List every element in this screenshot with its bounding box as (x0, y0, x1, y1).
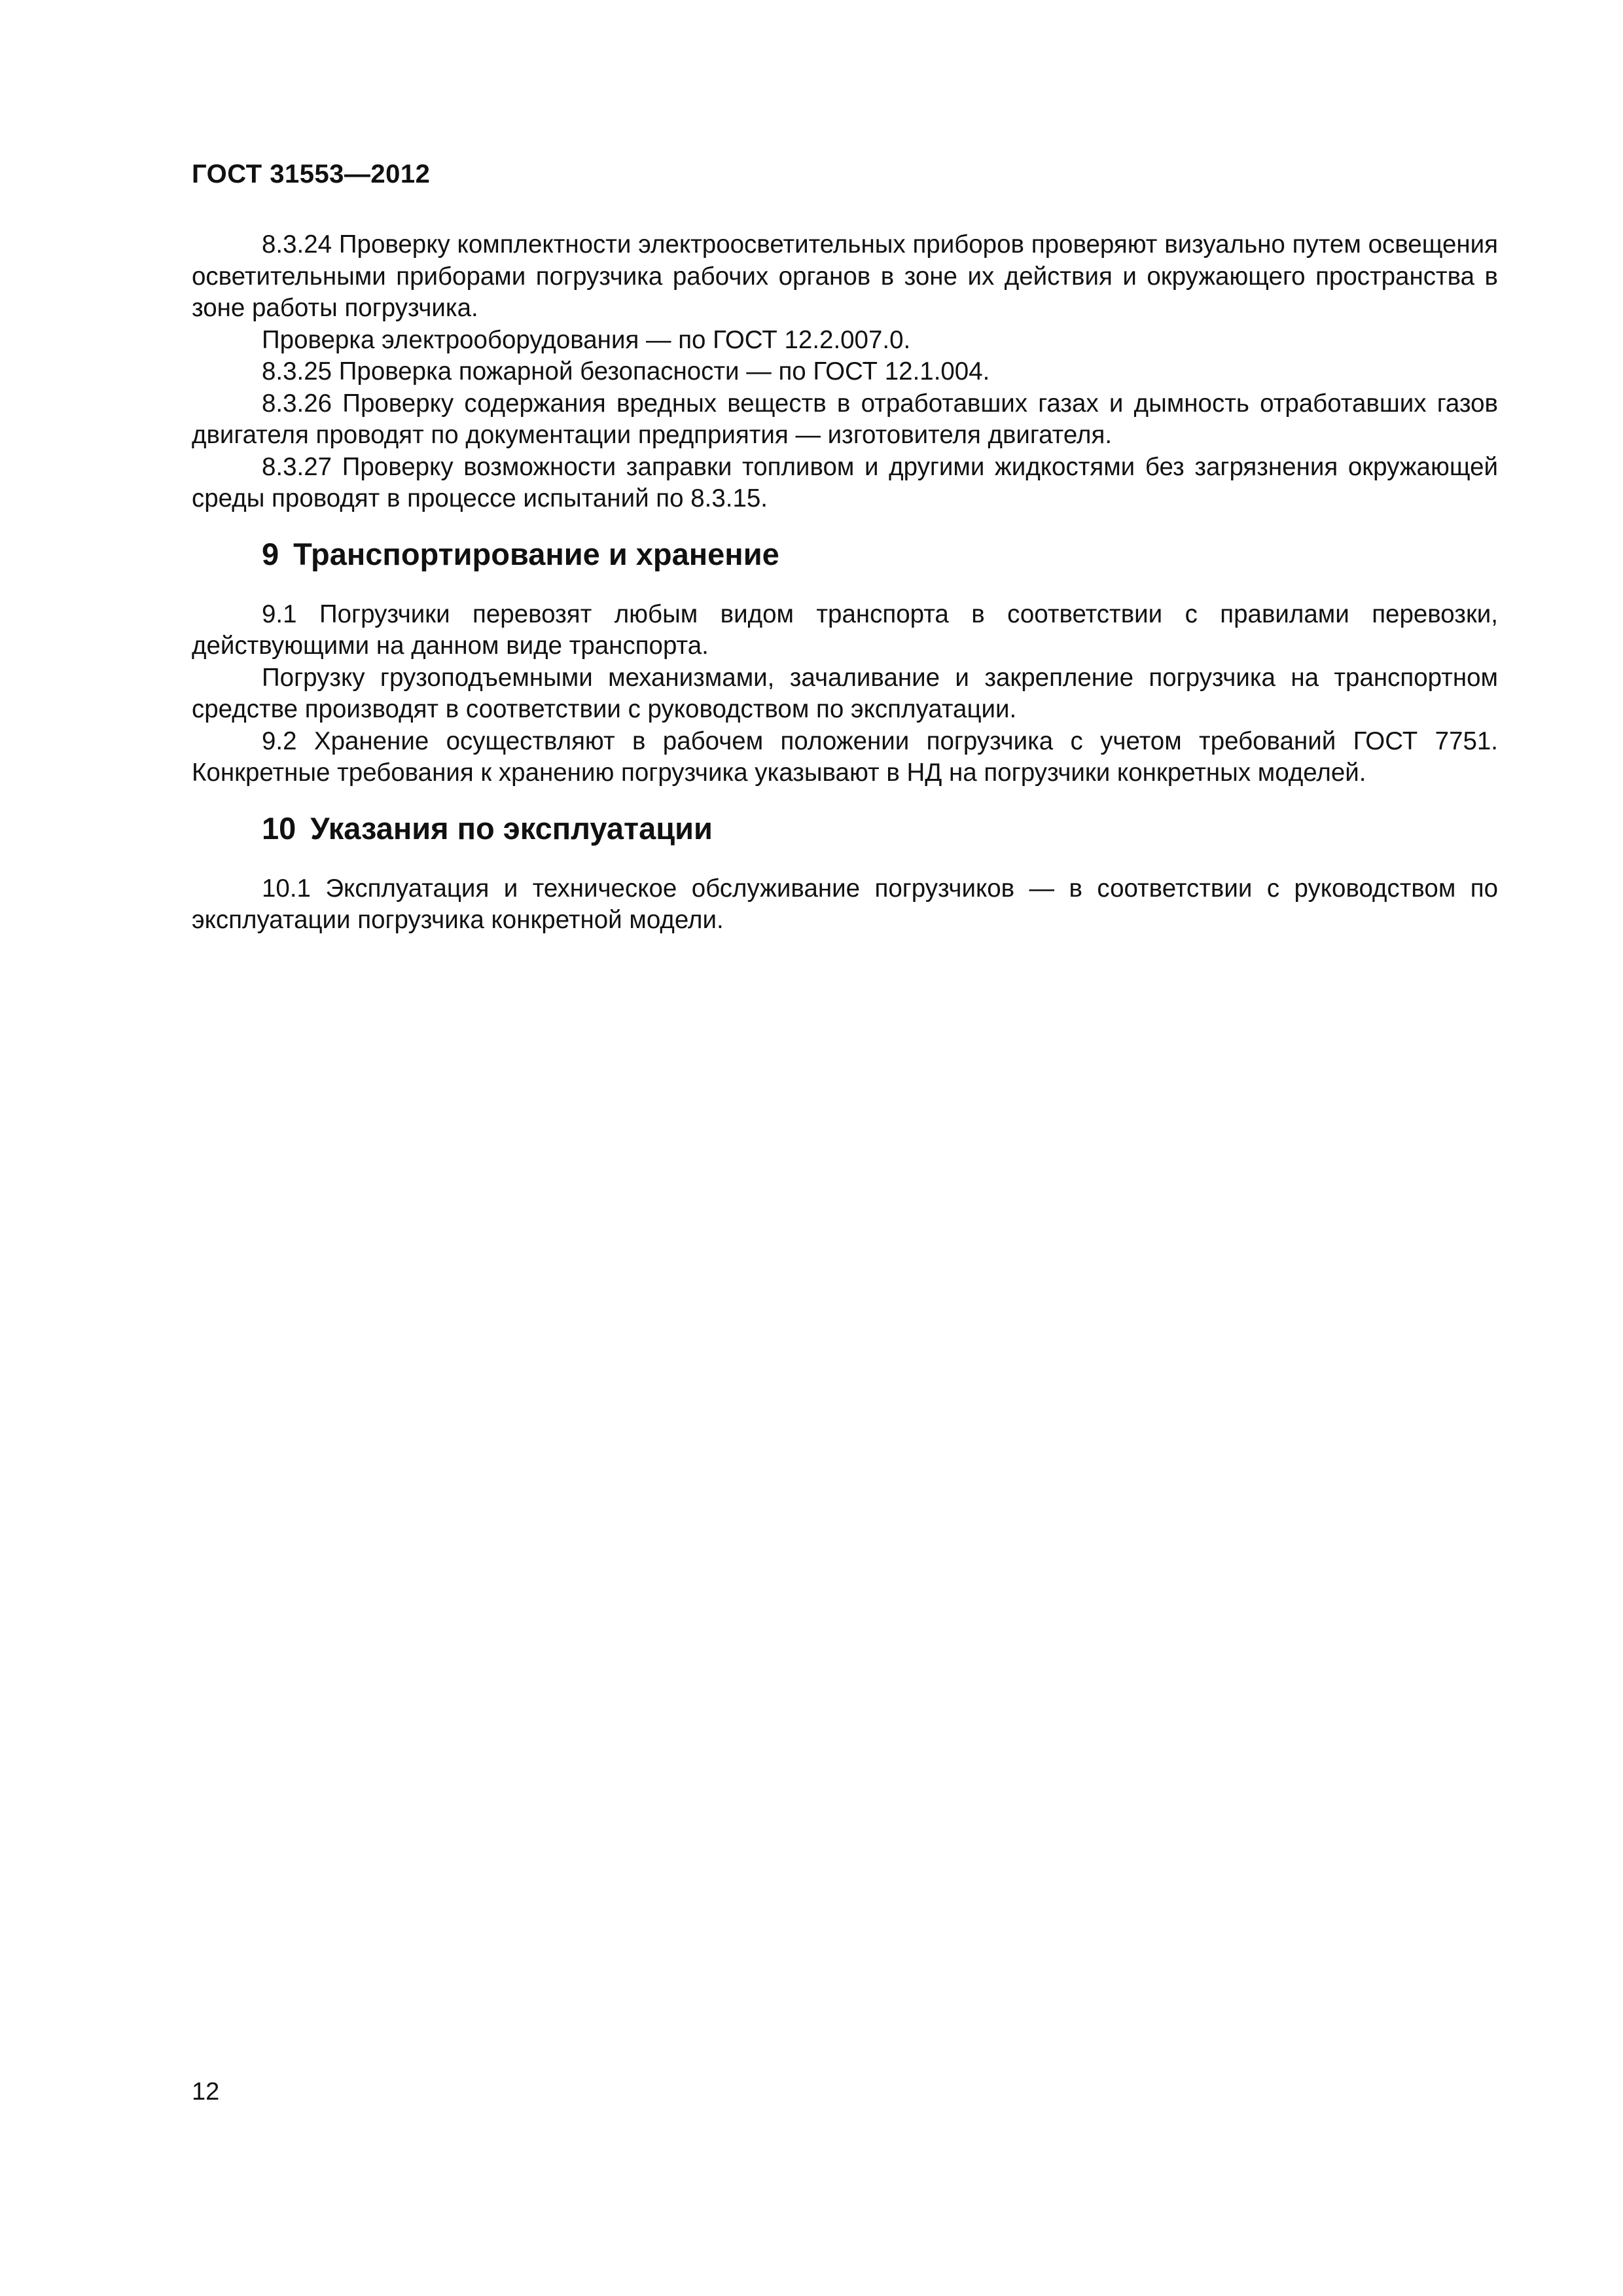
section-9-number: 9 (262, 536, 279, 571)
section-10-title: Указания по эксплуатации (310, 810, 713, 846)
section-9-heading (192, 536, 1498, 573)
section-9-title: Транспортирование и хранение (293, 536, 779, 571)
paragraph-electrical-check: Проверка электрооборудования — по ГОСТ 12.2.007.0. (262, 325, 911, 354)
paragraph-10-1: 10.1 Эксплуатация и техническое обслуживание погрузчиков — в соответствии с руководством по эксплуатации погрузчика конкретной модели. (192, 874, 1498, 934)
page-number: 12 (192, 2078, 220, 2106)
paragraph-9-1-loading: Погрузку грузоподъемными механизмами, зачаливание и закрепление погрузчика на транспортном средстве производят в соответствии с руководством по эксплуатации. (192, 663, 1498, 723)
paragraph-8-3-24: 8.3.24 Проверку комплектности электроосветительных приборов проверяют визуально путем освещения осветительными приборами погрузчика рабочих органов в зоне их действия и окружающего пространства в зоне работы погрузчика. (192, 230, 1498, 322)
section-10-number: 10 (262, 810, 296, 846)
paragraph-9-2: 9.2 Хранение осуществляют в рабочем положении погрузчика с учетом требований ГОСТ 7751. Конкретные требования к хранению погрузчика указывают в НД на погрузчики конкретных моделей. (192, 726, 1498, 787)
paragraph-8-3-25: 8.3.25 Проверка пожарной безопасности — по ГОСТ 12.1.004. (262, 357, 990, 386)
paragraph-8-3-27: 8.3.27 Проверку возможности заправки топливом и другими жидкостями без загрязнения окружающей среды проводят в процессе испытаний по 8.3.15. (192, 452, 1498, 512)
document-header: ГОСТ 31553—2012 (192, 160, 431, 188)
section-10-heading (192, 810, 1498, 847)
paragraph-9-1: 9.1 Погрузчики перевозят любым видом транспорта в соответствии с правилами перевозки, действующими на данном виде транспорта. (192, 600, 1498, 660)
paragraph-8-3-26: 8.3.26 Проверку содержания вредных веществ в отработавших газах и дымность отработавших газов двигателя проводят по документации предприятия — изготовителя двигателя. (192, 389, 1498, 449)
page-body (192, 229, 1498, 937)
